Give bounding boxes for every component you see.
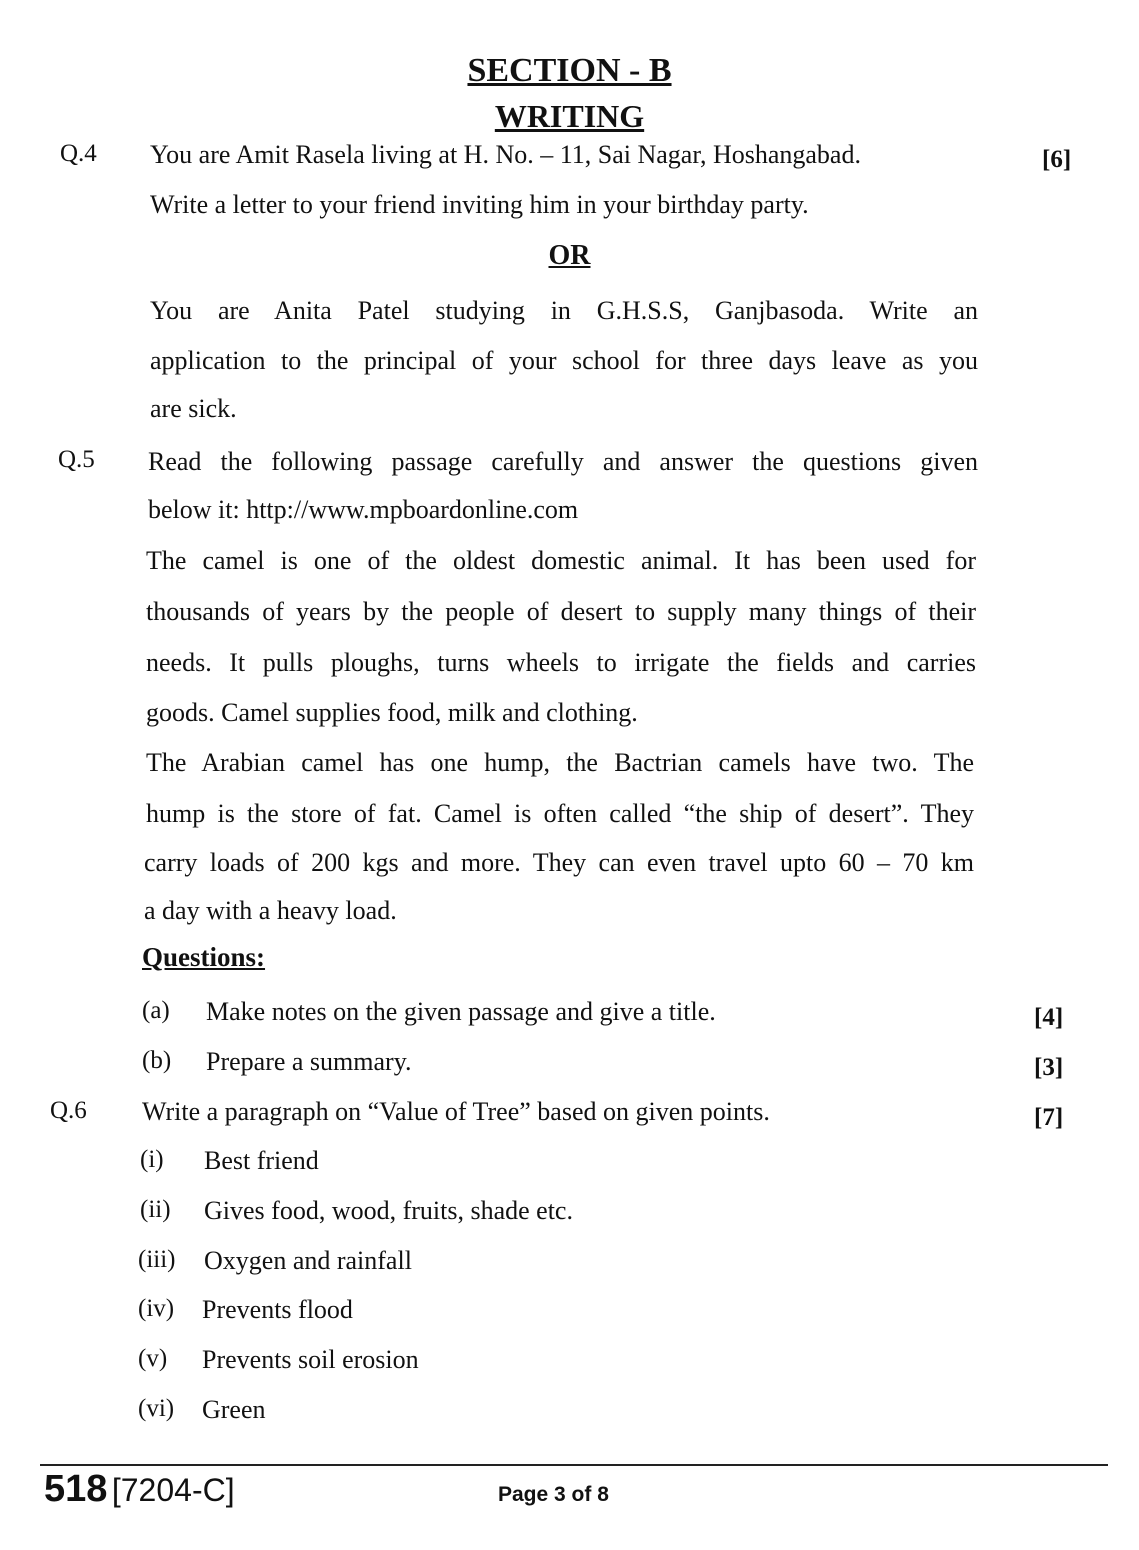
point-text: Green	[202, 1395, 266, 1424]
q5-intro-line-2: below it: http://www.mpboardonline.com	[148, 495, 579, 524]
point-text: Prevents flood	[202, 1295, 353, 1324]
point-text: Prevents soil erosion	[202, 1345, 419, 1374]
point-number: (ii)	[140, 1196, 171, 1223]
question-a-label: (a)	[142, 997, 170, 1024]
point-number: (iv)	[138, 1295, 175, 1322]
q4-alt-line-2: application to the principal of your school for three days leave as you	[150, 346, 978, 375]
q4-alt-line-1: You are Anita Patel studying in G.H.S.S, Ganjbasoda. Write an	[150, 296, 978, 325]
point-number: (vi)	[138, 1395, 175, 1422]
q4-line-2: Write a letter to your friend inviting him in your birthday party.	[150, 190, 809, 219]
point-number: (iii)	[138, 1246, 176, 1273]
paper-code-number: 518	[44, 1468, 108, 1510]
passage-line-6: hump is the store of fat. Camel is often called “the ship of desert”. They	[146, 799, 974, 828]
passage-line-1: The camel is one of the oldest domestic animal. It has been used for	[146, 546, 976, 575]
page-number: Page 3 of 8	[498, 1483, 609, 1506]
passage-line-3: needs. It pulls ploughs, turns wheels to irrigate the fields and carries	[146, 648, 976, 677]
q6-text: Write a paragraph on “Value of Tree” based on given points.	[142, 1097, 770, 1126]
section-title: SECTION - B	[467, 52, 672, 89]
question-number-q6: Q.6	[50, 1097, 87, 1124]
or-divider: OR	[548, 240, 591, 271]
paper-code	[44, 1468, 235, 1511]
q4-alt-line-3: are sick.	[150, 394, 237, 423]
marks-question-b: [3]	[1034, 1054, 1064, 1081]
marks-q6: [7]	[1034, 1104, 1064, 1131]
point-number: (i)	[140, 1146, 164, 1173]
point-text: Oxygen and rainfall	[204, 1246, 412, 1275]
point-number: (v)	[138, 1345, 168, 1372]
q5-intro-line-1: Read the following passage carefully and answer the questions given	[148, 447, 978, 476]
passage-line-8: a day with a heavy load.	[144, 896, 397, 925]
question-number-q4: Q.4	[60, 140, 97, 167]
point-text: Best friend	[204, 1146, 319, 1175]
question-b-text: Prepare a summary.	[206, 1047, 412, 1076]
passage-line-4: goods. Camel supplies food, milk and clothing.	[146, 698, 638, 727]
point-text: Gives food, wood, fruits, shade etc.	[204, 1196, 573, 1225]
question-number-q5: Q.5	[58, 446, 95, 473]
marks-question-a: [4]	[1034, 1004, 1064, 1031]
passage-line-2: thousands of years by the people of desert to supply many things of their	[146, 597, 976, 626]
questions-heading: Questions:	[142, 942, 266, 972]
q4-line-1: You are Amit Rasela living at H. No. – 11, Sai Nagar, Hoshangabad.	[150, 140, 861, 169]
passage-line-7: carry loads of 200 kgs and more. They can even travel upto 60 – 70 km	[144, 848, 974, 877]
question-a-text: Make notes on the given passage and give a title.	[206, 997, 716, 1026]
paper-code-suffix: [7204-C]	[111, 1472, 235, 1508]
marks-q4: [6]	[1042, 146, 1072, 173]
passage-line-5: The Arabian camel has one hump, the Bactrian camels have two. The	[146, 748, 974, 777]
question-b-label: (b)	[142, 1047, 172, 1074]
section-subtitle: WRITING	[494, 98, 645, 134]
footer-divider	[40, 1464, 1108, 1466]
